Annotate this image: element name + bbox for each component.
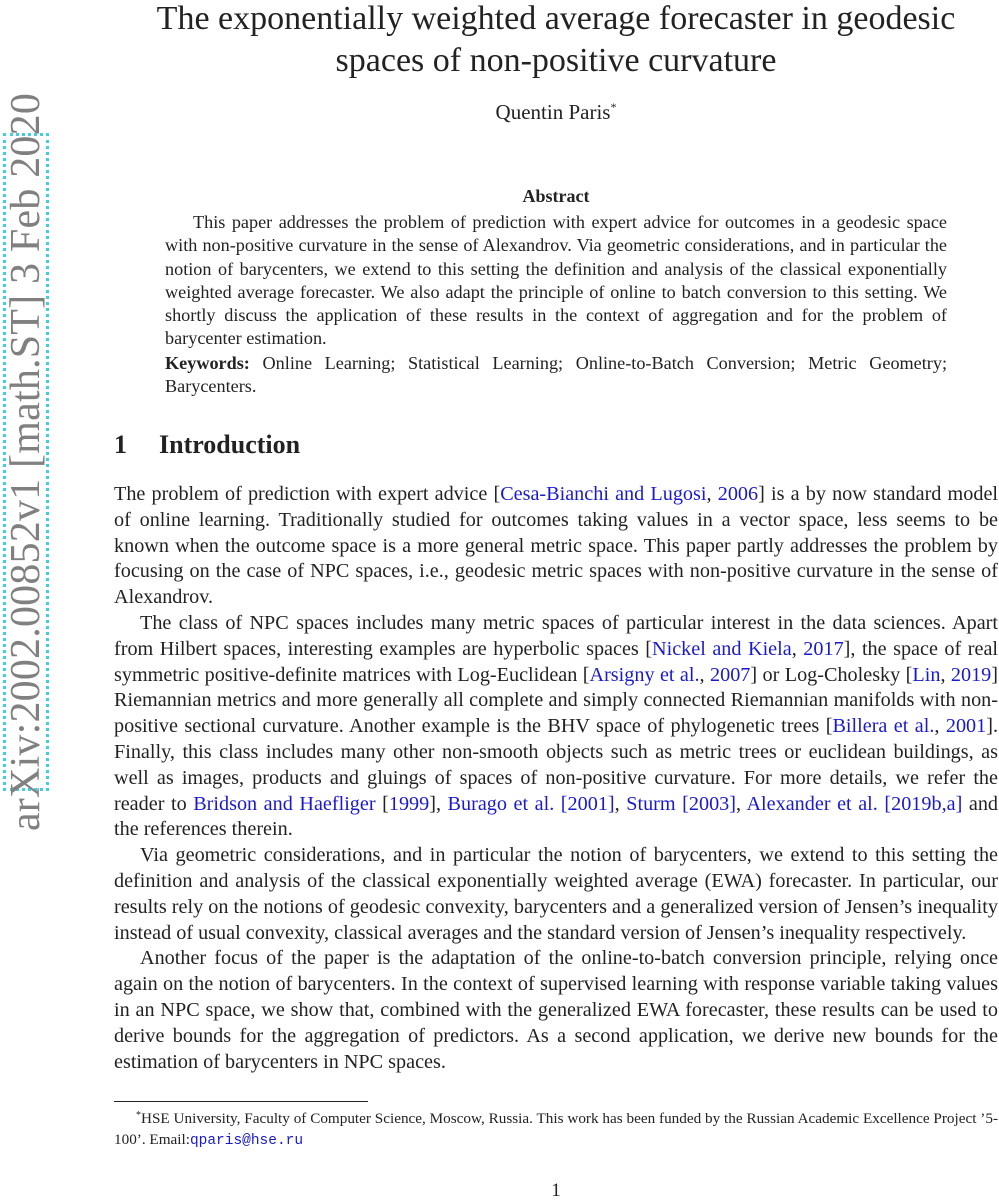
citation-link[interactable]: Billera et al. [832,715,935,738]
footnote-rule [114,1101,368,1102]
footnote-mark: * [136,1110,141,1121]
citation-link[interactable]: Cesa-Bianchi and Lugosi [500,483,707,505]
author-footnote-mark[interactable]: * [610,100,617,114]
citation-year-link[interactable]: 2001 [945,715,987,738]
section-number: 1 [114,430,127,459]
section-heading-introduction [114,430,300,460]
keywords-label: Keywords: [165,353,250,373]
introduction-body [114,482,998,1075]
keywords-list: Online Learning; Statistical Learning; Online-to-Batch Conversion; Metric Geometry; Barycenters. [165,353,948,397]
author-name: Quentin Paris [495,100,611,124]
text-span: or Log-Cholesky [757,663,906,686]
citation-link[interactable]: Lin [912,663,941,686]
citation-year-link[interactable]: 2017 [803,637,844,660]
citation-year-link[interactable]: a [946,792,956,815]
citation-link[interactable]: Arsigny et al. [589,663,700,686]
citation-year-link[interactable]: 2019b [891,792,942,815]
text-span: and the references therein. [114,792,999,841]
citation-year-link[interactable]: 2019 [950,663,992,686]
citation-link[interactable]: Burago et al. [447,792,555,815]
citation-link[interactable]: Alexander et al. [746,792,878,815]
paper-title: The exponentially weighted average forecaster in geodesic spaces of non-positive curvature [156,0,956,79]
email-link[interactable]: qparis@hse.ru [189,1133,304,1149]
abstract-text: This paper addresses the problem of prediction with expert advice for outcomes in a geodesic space with non-positive curvature in the sense of Alexandrov. Via geometric considerations, and in particular the notion of barycenters, we extend to this setting the definition and analysis of the classical exponentially weighted average forecaster. We also adapt the principle of online to batch conversion to this setting. We shortly discuss the application of these results in the context of aggregation and for the problem of barycenter estimation. [165,212,947,349]
paragraph-2: The class of NPC spaces includes many metric spaces of particular interest in the data sciences. Apart from Hilbert spaces, interesting examples are hyperbolic spaces [Nickel and Kiela, 2017], the space of real symmetric positive-definite matrices with Log-Euclidean [Arsigny et al., 2007] or Log-Cholesky [Lin, 2019] Riemannian metrics and more generally all complete and simply connected Riemannian manifolds with non-positive sectional curvature. Another example is the BHV space of phylogenetic trees [Billera et al., 2001]. Finally, this class includes many other non-smooth objects such as metric trees or euclidean buildings, as well as images, products and gluings of spaces of non-positive curvature. For more details, we refer the reader to Bridson and Haefliger [1999], Burago et al. [2001], Sturm [2003], Alexander et al. [2019b,a] and the references therein. [114,611,999,841]
citation-year-link[interactable]: 2003 [688,792,730,815]
citation-year-link[interactable]: 2006 [717,483,759,505]
author-line [112,100,999,125]
text-span: The problem of prediction with expert advice [114,483,494,505]
text-span: , the space of real symmetric positive-definite matrices with Log-Euclidean [114,637,999,686]
citation-link[interactable]: Nickel and Kiela [652,637,792,660]
footnote [114,1105,998,1152]
paragraph-1: The problem of prediction with expert advice [Cesa-Bianchi and Lugosi, 2006] is a by now standard model of online learning. Traditionally studied for outcomes taking values in a vector space, less seems to be known when the outcome space is a more general metric space. This paper partly addresses the problem by focusing on the case of NPC spaces, i.e., geodesic metric spaces with non-positive curvature in the sense of Alexandrov. [114,483,999,609]
page-number: 1 [551,1180,561,1201]
paragraph-3: Via geometric considerations, and in particular the notion of barycenters, we extend to this setting the definition and analysis of the classical exponentially weighted average (EWA) forecaster. In particular, our results rely on the notions of geodesic convexity, barycenters and a generalized version of Jensen’s inequality instead of usual convexity, classical averages and the standard version of Jensen’s inequality respectively. [114,844,998,944]
paragraph-4: Another focus of the paper is the adaptation of the online-to-batch conversion principle, relying once again on the notion of barycenters. In the context of supervised learning with response variable taking values in an NPC space, we show that, combined with the generalized EWA forecaster, these results can be used to derive bounds for the aggregation of predictors. As a second application, we derive new bounds for the estimation of barycenters in NPC spaces. [114,947,998,1073]
text-span: . Finally, this class includes many other non-smooth objects such as metric trees or euclidean buildings, as well as images, products and gluings of spaces of non-positive curvature. For more details, we refer the reader to [114,715,999,815]
arxiv-stamp-text[interactable]: arXiv:2002.00852v1 [math.ST] 3 Feb 2020 [3,92,49,832]
citation-year-link[interactable]: 2001 [567,792,608,815]
text-span: Riemannian metrics and more generally all complete and simply connected Riemannian manifolds with non-positive sectional curvature. Another example is the BHV space of phylogenetic trees [114,689,998,738]
keywords [165,352,947,399]
citation-year-link[interactable]: 2007 [710,663,751,686]
citation-link[interactable]: Bridson and Haefliger [193,792,376,815]
citation-link[interactable]: Sturm [626,792,676,815]
abstract-heading: Abstract [522,186,590,206]
footnote-text: HSE University, Faculty of Computer Science, Moscow, Russia. This work has been funded by the Russian Academic Excellence Project ’5-100’. Email: [114,1110,998,1148]
text-span: The class of NPC spaces includes many metric spaces of particular interest in the data sciences. Apart from Hilbert spaces, interesting examples are hyperbolic spaces [114,611,998,660]
text-span: is a by now standard model of online learning. Traditionally studied for outcomes taking values in a vector space, less seems to be known when the outcome space is a more general metric space. This paper partly addresses the problem by focusing on the case of NPC spaces, i.e., geodesic metric spaces with non-positive curvature in the sense of Alexandrov. [114,483,999,609]
section-title: Introduction [159,430,301,459]
citation-year-link[interactable]: 1999 [388,792,430,815]
